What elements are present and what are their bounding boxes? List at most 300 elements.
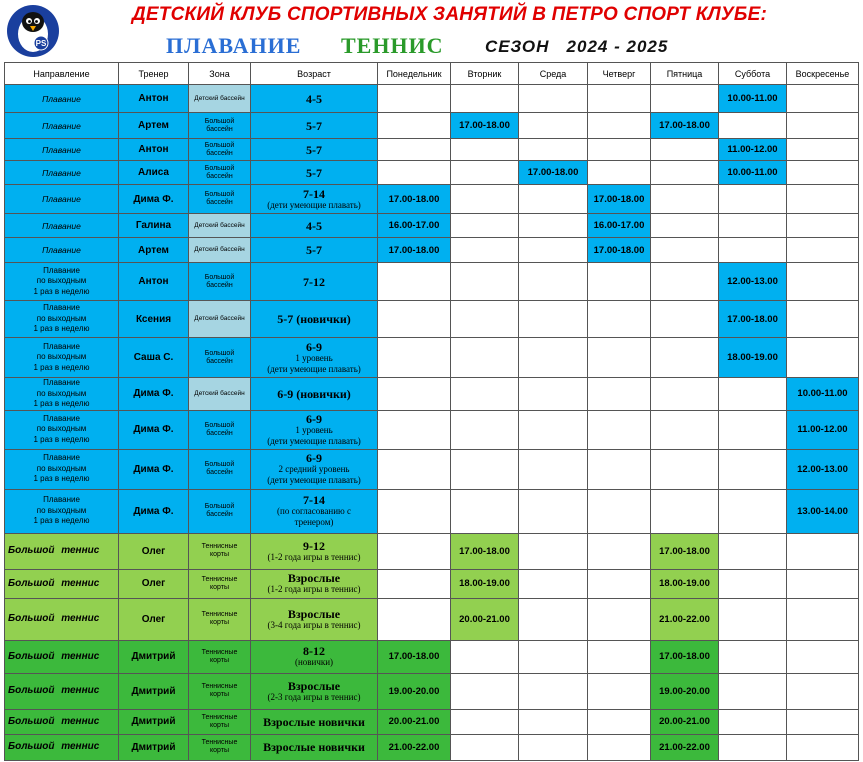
age-main: 7-12 <box>303 274 325 289</box>
time-slot-sun <box>787 709 859 734</box>
zone-cell <box>189 113 251 139</box>
table-row <box>5 214 859 238</box>
time-slot-fri: 20.00-21.00 <box>651 709 719 734</box>
direction-cell <box>5 214 119 238</box>
table-row <box>5 238 859 263</box>
zone-cell <box>189 640 251 673</box>
cell-line: корты <box>209 691 229 698</box>
age-main: Взрослые <box>287 606 341 621</box>
cell-line: Теннисные <box>201 713 238 721</box>
coach-cell: Дима Ф. <box>119 449 189 489</box>
time-slot-mon <box>378 85 451 113</box>
table-row <box>5 113 859 139</box>
time-slot-tue <box>451 449 519 489</box>
time-slot-mon <box>378 338 451 378</box>
zone-cell <box>189 449 251 489</box>
time-slot-wed <box>519 113 588 139</box>
time-slot-tue <box>451 489 519 533</box>
time-slot-wed <box>519 214 588 238</box>
table-row <box>5 569 859 598</box>
cell-line: по выходным <box>36 276 87 286</box>
age-main: 6-9 (новички) <box>277 386 351 401</box>
table-row <box>5 301 859 338</box>
direction-cell <box>5 533 119 569</box>
time-slot-fri <box>651 378 719 411</box>
table-row <box>5 263 859 301</box>
time-slot-wed <box>519 378 588 411</box>
table-row <box>5 673 859 709</box>
age-note: (дети умеющие плавать) <box>267 475 361 485</box>
table-row <box>5 709 859 734</box>
time-slot-sat: 18.00-19.00 <box>719 338 787 378</box>
time-slot-sun: 12.00-13.00 <box>787 449 859 489</box>
time-slot-thu: 16.00-17.00 <box>588 214 651 238</box>
age-note: (дети умеющие плавать) <box>267 199 361 210</box>
time-slot-thu <box>588 338 651 378</box>
time-slot-sun <box>787 238 859 263</box>
cell-line: Большой теннис <box>8 741 100 752</box>
cell-line: корты <box>209 747 229 754</box>
time-slot-fri: 19.00-20.00 <box>651 673 719 709</box>
coach-cell: Антон <box>119 85 189 113</box>
time-slot-sun <box>787 139 859 161</box>
time-slot-sun <box>787 569 859 598</box>
time-slot-sun <box>787 640 859 673</box>
time-slot-mon <box>378 301 451 338</box>
age-cell <box>251 85 378 113</box>
header <box>0 0 863 63</box>
cell-line: Большой <box>204 164 235 172</box>
coach-cell: Дмитрий <box>119 734 189 760</box>
table-row <box>5 410 859 449</box>
time-slot-fri <box>651 301 719 338</box>
column-header-fri: Пятница <box>651 63 719 85</box>
cell-line: Плавание <box>42 167 81 178</box>
time-slot-thu <box>588 301 651 338</box>
time-slot-wed: 17.00-18.00 <box>519 161 588 185</box>
time-slot-sat <box>719 378 787 411</box>
coach-cell: Антон <box>119 139 189 161</box>
table-row <box>5 378 859 411</box>
cell-line: бассейн <box>206 172 233 180</box>
age-note: 1 уровень <box>295 424 333 435</box>
age-note: (3-4 года игры в теннис) <box>267 619 361 630</box>
coach-cell: Олег <box>119 598 189 640</box>
time-slot-wed <box>519 533 588 569</box>
age-cell <box>251 238 378 263</box>
cell-line: 1 раз в неделю <box>33 434 90 444</box>
cell-line: Плавание <box>43 453 80 463</box>
cell-line: корты <box>209 619 229 626</box>
table-row <box>5 185 859 214</box>
age-cell <box>251 185 378 214</box>
zone-cell <box>189 214 251 238</box>
time-slot-fri: 17.00-18.00 <box>651 113 719 139</box>
time-slot-wed <box>519 85 588 113</box>
time-slot-wed <box>519 489 588 533</box>
age-cell <box>251 569 378 598</box>
cell-line: Плавание <box>42 245 81 255</box>
zone-cell <box>189 139 251 161</box>
direction-cell <box>5 185 119 214</box>
cell-line: 1 раз в неделю <box>33 286 90 296</box>
coach-cell: Дима Ф. <box>119 410 189 449</box>
cell-line: по выходным <box>36 463 87 473</box>
age-main: 5-7 <box>306 118 322 133</box>
time-slot-fri <box>651 161 719 185</box>
cell-line: Большой теннис <box>8 685 100 696</box>
time-slot-fri <box>651 489 719 533</box>
time-slot-sat <box>719 489 787 533</box>
time-slot-fri: 17.00-18.00 <box>651 533 719 569</box>
time-slot-fri <box>651 338 719 378</box>
zone-cell <box>189 569 251 598</box>
time-slot-wed <box>519 410 588 449</box>
time-slot-tue: 17.00-18.00 <box>451 533 519 569</box>
time-slot-sun <box>787 85 859 113</box>
age-note: 2 средний уровень <box>278 464 350 474</box>
age-main: 7-14 <box>303 493 325 507</box>
time-slot-wed <box>519 301 588 338</box>
cell-line: 1 раз в неделю <box>33 474 90 484</box>
age-main: 7-14 <box>303 186 325 201</box>
cell-line: Плавание <box>43 413 80 423</box>
time-slot-sat <box>719 113 787 139</box>
time-slot-tue <box>451 85 519 113</box>
time-slot-wed <box>519 734 588 760</box>
cell-line: Теннисные <box>201 683 238 690</box>
time-slot-fri <box>651 85 719 113</box>
time-slot-thu <box>588 449 651 489</box>
age-cell <box>251 673 378 709</box>
time-slot-wed <box>519 238 588 263</box>
time-slot-thu <box>588 569 651 598</box>
age-cell <box>251 449 378 489</box>
cell-line: 1 раз в неделю <box>33 362 90 372</box>
age-cell <box>251 598 378 640</box>
cell-line: Плавание <box>43 265 80 275</box>
time-slot-fri: 21.00-22.00 <box>651 734 719 760</box>
time-slot-sat <box>719 569 787 598</box>
time-slot-fri <box>651 214 719 238</box>
time-slot-mon: 17.00-18.00 <box>378 238 451 263</box>
coach-cell: Саша С. <box>119 338 189 378</box>
time-slot-thu <box>588 598 651 640</box>
time-slot-thu: 17.00-18.00 <box>588 185 651 214</box>
column-header-sat: Суббота <box>719 63 787 85</box>
time-slot-sat <box>719 709 787 734</box>
time-slot-thu <box>588 161 651 185</box>
time-slot-thu <box>588 263 651 301</box>
time-slot-wed <box>519 640 588 673</box>
table-row <box>5 85 859 113</box>
direction-cell <box>5 85 119 113</box>
cell-line: Большой теннис <box>8 650 100 662</box>
coach-cell: Дима Ф. <box>119 489 189 533</box>
cell-line: корты <box>209 656 229 664</box>
time-slot-thu: 17.00-18.00 <box>588 238 651 263</box>
cell-line: Плавание <box>42 220 81 231</box>
direction-cell <box>5 263 119 301</box>
coach-cell: Дима Ф. <box>119 378 189 411</box>
time-slot-thu <box>588 709 651 734</box>
time-slot-sun <box>787 533 859 569</box>
zone-cell <box>189 85 251 113</box>
time-slot-thu <box>588 139 651 161</box>
time-slot-sun <box>787 734 859 760</box>
cell-line: Детский бассейн <box>194 246 245 253</box>
time-slot-tue <box>451 640 519 673</box>
table-row <box>5 139 859 161</box>
cell-line: Плавание <box>43 303 80 313</box>
time-slot-tue <box>451 161 519 185</box>
coach-cell: Дима Ф. <box>119 185 189 214</box>
zone-cell <box>189 410 251 449</box>
age-note: (дети умеющие плавать) <box>267 435 361 446</box>
cell-line: Большой теннис <box>8 613 100 624</box>
cell-line: корты <box>209 583 229 591</box>
age-cell <box>251 709 378 734</box>
time-slot-mon <box>378 139 451 161</box>
time-slot-sun <box>787 161 859 185</box>
direction-cell <box>5 139 119 161</box>
time-slot-sun: 11.00-12.00 <box>787 410 859 449</box>
time-slot-mon <box>378 378 451 411</box>
direction-cell <box>5 378 119 411</box>
time-slot-fri <box>651 238 719 263</box>
age-main: Взрослые <box>287 678 341 693</box>
time-slot-tue <box>451 734 519 760</box>
age-main: 5-7 (новички) <box>277 312 351 326</box>
cell-line: по выходным <box>36 388 87 398</box>
age-main: 8-12 <box>303 644 325 658</box>
age-cell <box>251 214 378 238</box>
time-slot-thu <box>588 85 651 113</box>
cell-line: по выходным <box>36 505 87 515</box>
age-main: 5-7 <box>306 165 322 180</box>
time-slot-fri <box>651 410 719 449</box>
time-slot-wed <box>519 449 588 489</box>
time-slot-fri <box>651 263 719 301</box>
cell-line: Плавание <box>42 194 81 204</box>
time-slot-sat <box>719 214 787 238</box>
time-slot-fri <box>651 449 719 489</box>
zone-cell <box>189 161 251 185</box>
time-slot-sun <box>787 113 859 139</box>
age-cell <box>251 640 378 673</box>
direction-cell <box>5 161 119 185</box>
time-slot-tue <box>451 410 519 449</box>
cell-line: Большой <box>204 141 235 149</box>
table-row <box>5 338 859 378</box>
time-slot-sun <box>787 338 859 378</box>
coach-cell: Дмитрий <box>119 640 189 673</box>
direction-cell <box>5 410 119 449</box>
direction-cell <box>5 640 119 673</box>
time-slot-mon <box>378 410 451 449</box>
cell-line: Большой <box>204 503 235 510</box>
age-main: 4-5 <box>306 218 322 233</box>
time-slot-wed <box>519 569 588 598</box>
coach-cell: Олег <box>119 533 189 569</box>
time-slot-sat: 17.00-18.00 <box>719 301 787 338</box>
time-slot-tue <box>451 185 519 214</box>
time-slot-thu <box>588 410 651 449</box>
page-title: ДЕТСКИЙ КЛУБ СПОРТИВНЫХ ЗАНЯТИЙ В ПЕТРО СПОРТ КЛУБЕ: <box>132 4 767 25</box>
time-slot-tue <box>451 139 519 161</box>
cell-line: бассейн <box>206 149 233 157</box>
time-slot-wed <box>519 338 588 378</box>
cell-line: Теннисные <box>201 611 238 618</box>
season-label: СЕЗОН 2024 - 2025 <box>485 37 669 56</box>
cell-line: Теннисные <box>201 648 238 656</box>
direction-cell <box>5 673 119 709</box>
cell-line: Детский бассейн <box>194 221 245 229</box>
time-slot-sat: 10.00-11.00 <box>719 85 787 113</box>
zone-cell <box>189 533 251 569</box>
zone-cell <box>189 598 251 640</box>
table-row <box>5 640 859 673</box>
column-header-mon: Понедельник <box>378 63 451 85</box>
time-slot-wed <box>519 139 588 161</box>
time-slot-thu <box>588 378 651 411</box>
cell-line: бассейн <box>206 511 233 518</box>
time-slot-thu <box>588 734 651 760</box>
coach-cell: Дмитрий <box>119 673 189 709</box>
column-header-thu: Четверг <box>588 63 651 85</box>
cell-line: Плавание <box>43 341 80 351</box>
cell-line: 1 раз в неделю <box>33 324 90 334</box>
cell-line: бассейн <box>206 469 233 476</box>
time-slot-mon <box>378 113 451 139</box>
coach-cell: Дмитрий <box>119 709 189 734</box>
time-slot-sat <box>719 640 787 673</box>
cell-line: Большой <box>204 191 235 198</box>
age-note: (2-3 года игры в теннис) <box>267 691 361 702</box>
zone-cell <box>189 301 251 338</box>
cell-line: бассейн <box>206 357 233 365</box>
coach-cell: Антон <box>119 263 189 301</box>
schedule-table-wrapper <box>4 62 859 761</box>
age-main: 6-9 <box>306 411 322 426</box>
time-slot-mon <box>378 569 451 598</box>
time-slot-sun <box>787 598 859 640</box>
direction-cell <box>5 598 119 640</box>
time-slot-thu <box>588 533 651 569</box>
zone-cell <box>189 734 251 760</box>
table-row <box>5 449 859 489</box>
age-main: 6-9 <box>306 339 322 354</box>
cell-line: Большой теннис <box>8 545 100 556</box>
cell-line: бассейн <box>206 199 233 206</box>
time-slot-wed <box>519 709 588 734</box>
cell-line: корты <box>209 721 229 729</box>
zone-cell <box>189 238 251 263</box>
table-row <box>5 598 859 640</box>
time-slot-sun <box>787 214 859 238</box>
zone-cell <box>189 185 251 214</box>
cell-line: Теннисные <box>201 739 238 746</box>
time-slot-mon: 19.00-20.00 <box>378 673 451 709</box>
time-slot-sat <box>719 673 787 709</box>
time-slot-sat <box>719 449 787 489</box>
direction-cell <box>5 238 119 263</box>
time-slot-mon: 20.00-21.00 <box>378 709 451 734</box>
time-slot-mon <box>378 533 451 569</box>
age-main: Взрослые новички <box>263 740 365 754</box>
table-row <box>5 161 859 185</box>
cell-line: Большой <box>204 273 235 281</box>
column-header-age: Возраст <box>251 63 378 85</box>
direction-cell <box>5 113 119 139</box>
time-slot-tue <box>451 263 519 301</box>
coach-cell: Артем <box>119 238 189 263</box>
column-header-tue: Вторник <box>451 63 519 85</box>
direction-cell <box>5 734 119 760</box>
direction-cell <box>5 709 119 734</box>
coach-cell: Ксения <box>119 301 189 338</box>
age-cell <box>251 139 378 161</box>
age-cell <box>251 734 378 760</box>
time-slot-mon <box>378 489 451 533</box>
time-slot-fri <box>651 139 719 161</box>
table-row <box>5 489 859 533</box>
cell-line: Плавание <box>42 120 81 131</box>
time-slot-sat: 12.00-13.00 <box>719 263 787 301</box>
time-slot-sat <box>719 533 787 569</box>
age-cell <box>251 113 378 139</box>
time-slot-sun <box>787 673 859 709</box>
zone-cell <box>189 673 251 709</box>
swimming-heading: ПЛАВАНИЕ <box>166 33 302 58</box>
zone-cell <box>189 709 251 734</box>
time-slot-mon <box>378 598 451 640</box>
time-slot-tue <box>451 301 519 338</box>
cell-line: Большой <box>204 421 235 429</box>
coach-cell: Алиса <box>119 161 189 185</box>
cell-line: Большой <box>204 461 235 468</box>
time-slot-sun <box>787 263 859 301</box>
age-cell <box>251 378 378 411</box>
column-header-coach: Тренер <box>119 63 189 85</box>
time-slot-sat <box>719 734 787 760</box>
time-slot-tue: 18.00-19.00 <box>451 569 519 598</box>
time-slot-tue <box>451 378 519 411</box>
cell-line: бассейн <box>206 429 233 437</box>
direction-cell <box>5 301 119 338</box>
column-header-sun: Воскресенье <box>787 63 859 85</box>
time-slot-mon: 17.00-18.00 <box>378 640 451 673</box>
direction-cell <box>5 449 119 489</box>
age-note: (дети умеющие плавать) <box>267 363 361 374</box>
time-slot-wed <box>519 673 588 709</box>
cell-line: Детский бассейн <box>194 389 245 397</box>
age-main: Взрослые <box>287 571 341 585</box>
direction-cell <box>5 338 119 378</box>
coach-cell: Олег <box>119 569 189 598</box>
age-note: (1-2 года игры в теннис) <box>267 551 361 562</box>
cell-line: Теннисные <box>201 543 238 550</box>
cell-line: Детский бассейн <box>194 94 245 102</box>
cell-line: 1 раз в неделю <box>33 516 90 526</box>
time-slot-mon: 21.00-22.00 <box>378 734 451 760</box>
time-slot-sat <box>719 238 787 263</box>
time-slot-tue <box>451 214 519 238</box>
cell-line: корты <box>209 551 229 558</box>
age-note: (по согласованию с <box>277 506 351 516</box>
age-main: Взрослые новички <box>263 714 365 729</box>
time-slot-fri <box>651 185 719 214</box>
